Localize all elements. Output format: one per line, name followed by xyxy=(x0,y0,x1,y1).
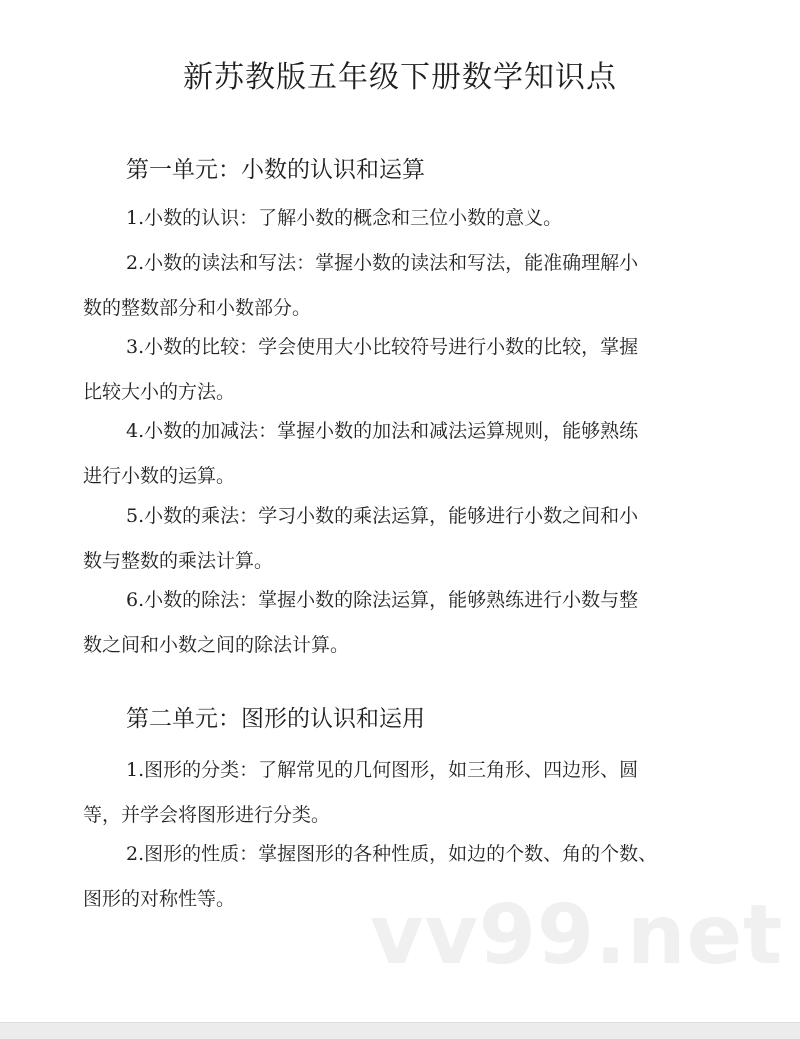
unit-1-item-2 xyxy=(83,241,723,331)
paragraph-line: 5.小数的乘法：学习小数的乘法运算，能够进行小数之间和小 xyxy=(126,505,639,527)
unit-1-item-4 xyxy=(83,409,723,499)
unit-2-item-1 xyxy=(83,748,723,838)
paragraph-line: 进行小数的运算。 xyxy=(83,465,236,487)
paragraph-line: 比较大小的方法。 xyxy=(83,381,236,403)
paragraph-line: 2.小数的读法和写法：掌握小数的读法和写法，能准确理解小 xyxy=(126,252,639,274)
unit-1-item-6 xyxy=(83,578,723,668)
paragraph-line: 数的整数部分和小数部分。 xyxy=(83,297,312,319)
paragraph-line: 1.图形的分类：了解常见的几何图形，如三角形、四边形、圆 xyxy=(126,759,639,781)
unit-1-item-3 xyxy=(83,325,723,415)
paragraph-line: 3.小数的比较：学会使用大小比较符号进行小数的比较，掌握 xyxy=(126,336,639,358)
paragraph-line: 1.小数的认识：了解小数的概念和三位小数的意义。 xyxy=(126,207,563,229)
paragraph-line: 4.小数的加减法：掌握小数的加法和减法运算规则，能够熟练 xyxy=(126,420,639,442)
unit-1-heading: 第一单元：小数的认识和运算 xyxy=(126,157,425,183)
paragraph-line: 数之间和小数之间的除法计算。 xyxy=(83,634,350,656)
paragraph-line: 2.图形的性质：掌握图形的各种性质，如边的个数、角的个数、 xyxy=(126,843,658,865)
paragraph-line: 图形的对称性等。 xyxy=(83,888,236,910)
paragraph-line: 等，并学会将图形进行分类。 xyxy=(83,804,331,826)
document-title: 新苏教版五年级下册数学知识点 xyxy=(183,60,617,95)
unit-1-item-1 xyxy=(83,196,723,241)
unit-1-item-5 xyxy=(83,494,723,584)
watermark-text: vv99.net xyxy=(370,888,784,983)
page-bottom-edge xyxy=(0,1022,800,1039)
paragraph-line: 数与整数的乘法计算。 xyxy=(83,550,274,572)
paragraph-line: 6.小数的除法：掌握小数的除法运算，能够熟练进行小数与整 xyxy=(126,589,639,611)
unit-2-heading: 第二单元：图形的认识和运用 xyxy=(126,706,425,732)
